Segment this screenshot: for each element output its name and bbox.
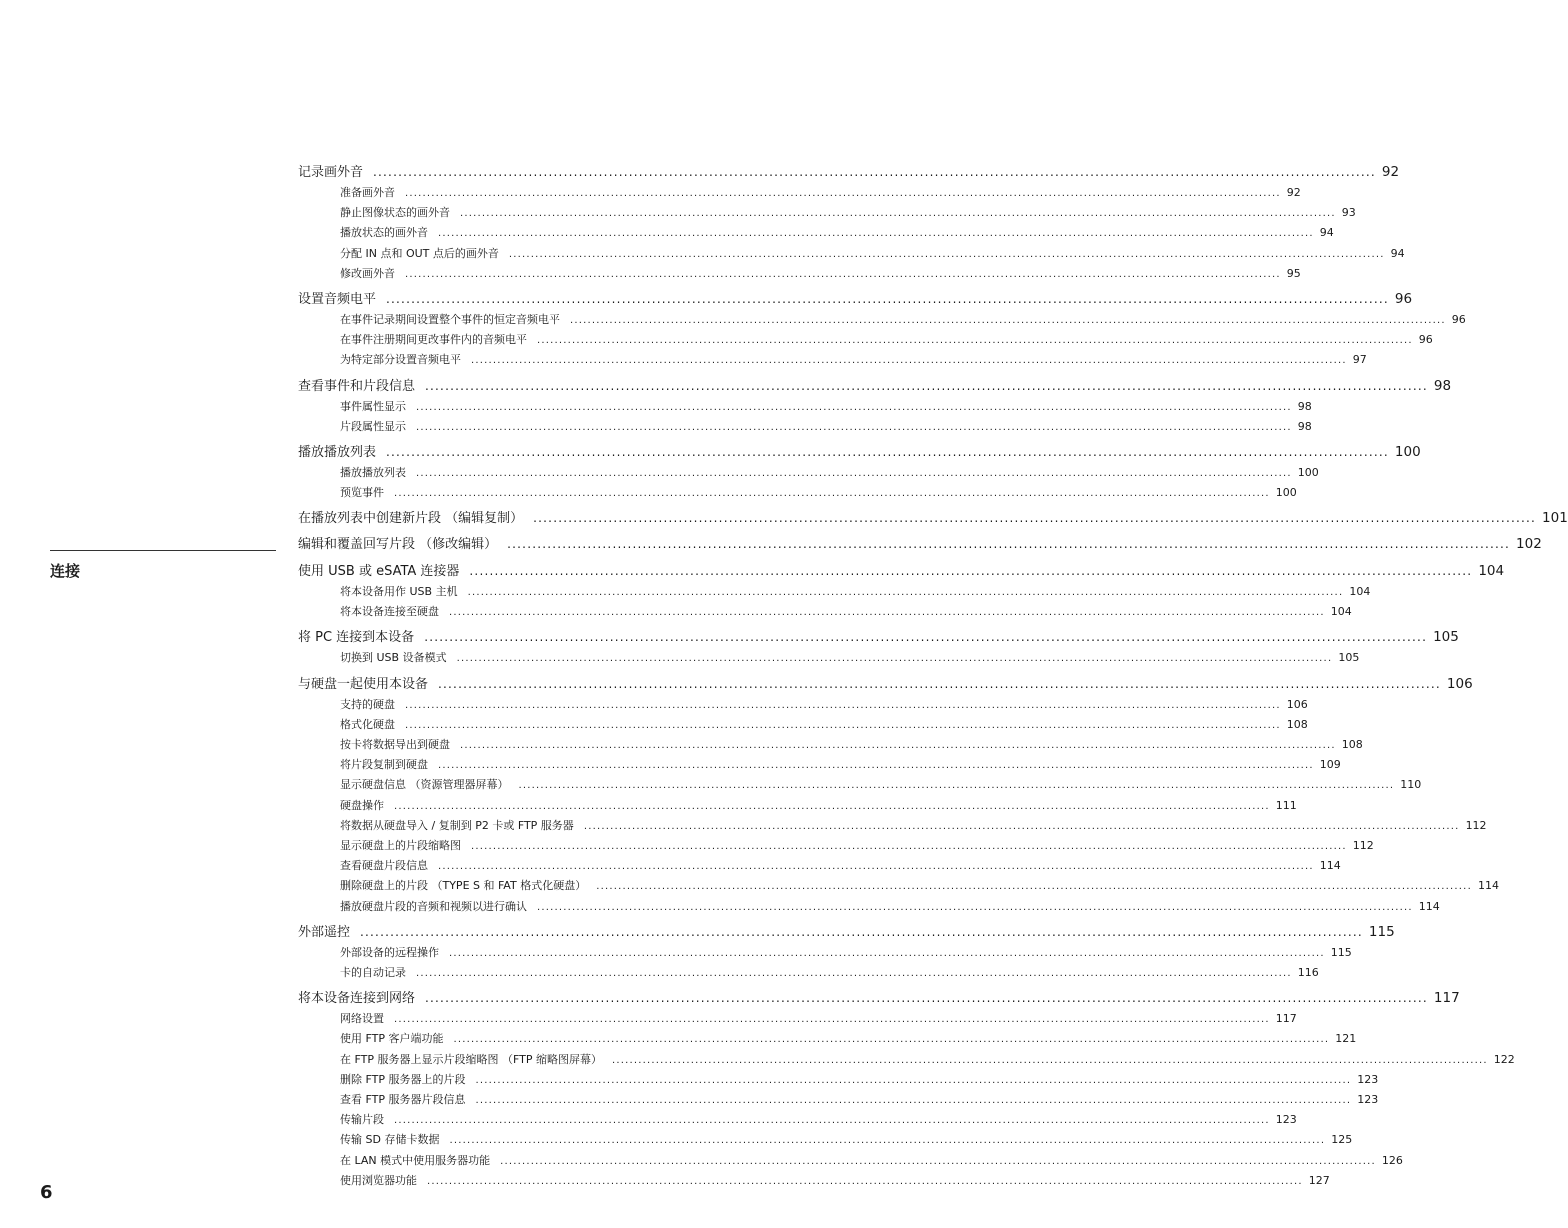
toc-subentry[interactable]	[298, 1171, 1330, 1191]
dot-leader: ........................................................................................................................................................................................................	[386, 292, 1389, 307]
toc-subentry[interactable]	[298, 602, 1352, 622]
toc-entry-title: 为特定部分设置音频电平	[340, 353, 461, 367]
toc-entry-page: 108	[1286, 717, 1308, 731]
toc-subentry[interactable]	[298, 330, 1433, 350]
toc-subentry[interactable]	[298, 397, 1312, 417]
toc-entry-page: 122	[1493, 1052, 1515, 1066]
toc-entry-title: 在 FTP 服务器上显示片段缩略图 （FTP 缩略图屏幕）	[340, 1052, 602, 1066]
toc-entry[interactable]	[298, 508, 1568, 529]
dot-leader: ........................................................................................................................................................................................................	[500, 1155, 1376, 1167]
section-divider	[50, 550, 276, 551]
toc-entry-page: 123	[1275, 1113, 1297, 1127]
toc-entry-page: 104	[1478, 563, 1505, 579]
toc-entry-title: 显示硬盘信息 （资源管理器屏幕）	[340, 778, 509, 792]
toc-entry-page: 127	[1308, 1173, 1330, 1187]
toc-entry[interactable]	[298, 561, 1505, 582]
toc-entry[interactable]	[298, 922, 1395, 943]
toc-entry-page: 125	[1331, 1133, 1353, 1147]
dot-leader: ........................................................................................................................................................................................................	[416, 401, 1292, 413]
dot-leader: ........................................................................................................................................................................................................	[416, 421, 1292, 433]
toc-entry-title: 编辑和覆盖回写片段 （修改编辑）	[298, 537, 498, 553]
dot-leader: ........................................................................................................................................................................................................	[438, 676, 1441, 691]
toc-entry-title: 将本设备连接到网络	[298, 991, 416, 1007]
toc-entry-page: 109	[1319, 758, 1341, 772]
toc-subentry[interactable]	[298, 755, 1341, 775]
dot-leader: ........................................................................................................................................................................................................	[469, 564, 1473, 578]
toc-entry-page: 106	[1446, 675, 1473, 692]
toc-list-part1	[298, 162, 1568, 555]
toc-subentry[interactable]	[298, 463, 1319, 483]
toc-subentry[interactable]	[298, 836, 1374, 856]
toc-entry-title: 卡的自动记录	[340, 966, 406, 980]
toc-subentry[interactable]	[298, 1070, 1379, 1090]
dot-leader: ........................................................................................................................................................................................................	[475, 1074, 1352, 1086]
toc-entry-page: 96	[1451, 313, 1466, 327]
toc-subentry[interactable]	[298, 856, 1341, 876]
dot-leader: ........................................................................................................................................................................................................	[438, 228, 1314, 240]
toc-entry-page: 121	[1335, 1032, 1357, 1046]
dot-leader: ........................................................................................................................................................................................................	[537, 901, 1413, 913]
toc-subentry[interactable]	[298, 1110, 1297, 1130]
toc-entry-page: 100	[1297, 466, 1319, 480]
toc-entry-title: 传输片段	[340, 1113, 384, 1127]
toc-entry-title: 分配 IN 点和 OUT 点后的画外音	[340, 246, 499, 260]
dot-leader: ........................................................................................................................................................................................................	[438, 861, 1314, 873]
dot-leader: ........................................................................................................................................................................................................	[425, 991, 1428, 1006]
dot-leader: ........................................................................................................................................................................................................	[583, 820, 1460, 832]
toc-entry-title: 准备画外音	[340, 186, 395, 199]
toc-entry-page: 96	[1418, 333, 1433, 347]
toc-entry-page: 115	[1330, 945, 1352, 959]
toc-entry-title: 硬盘操作	[340, 798, 384, 812]
toc-subentry[interactable]	[298, 1130, 1353, 1150]
section-label: 连接	[50, 562, 81, 580]
toc-subentry[interactable]	[298, 1029, 1357, 1049]
dot-leader: ........................................................................................................................................................................................................	[508, 248, 1385, 260]
toc-entry-title: 播放状态的画外音	[340, 226, 428, 240]
dot-leader: ........................................................................................................................................................................................................	[427, 1175, 1303, 1187]
toc-subentry[interactable]	[298, 244, 1405, 264]
toc-entry-page: 115	[1368, 923, 1395, 940]
toc-entry-page: 93	[1341, 206, 1356, 220]
toc-entry-title: 事件属性显示	[340, 399, 406, 413]
toc-entry-page: 92	[1381, 164, 1400, 180]
toc-entry-page: 97	[1352, 353, 1367, 367]
toc-entry-title: 在事件记录期间设置整个事件的恒定音频电平	[340, 313, 560, 327]
toc-entry-title: 查看事件和片段信息	[298, 378, 416, 394]
dot-leader: ........................................................................................................................................................................................................	[460, 208, 1336, 220]
dot-leader: ........................................................................................................................................................................................................	[394, 1014, 1270, 1026]
dot-leader: ........................................................................................................................................................................................................	[425, 378, 1428, 393]
toc-subentry[interactable]	[298, 483, 1297, 503]
toc-entry-page: 105	[1433, 629, 1459, 646]
toc-entry-page: 94	[1390, 246, 1405, 260]
toc-entry-title: 在 LAN 模式中使用服务器功能	[340, 1153, 491, 1167]
toc-subentry[interactable]	[298, 695, 1308, 715]
toc-subentry[interactable]	[298, 1009, 1297, 1029]
dot-leader: ........................................................................................................................................................................................................	[373, 165, 1376, 179]
toc-entry-page: 123	[1357, 1072, 1379, 1086]
toc-entry-page: 114	[1418, 899, 1440, 913]
toc-subentry[interactable]	[298, 310, 1466, 330]
toc-entry-title: 删除硬盘上的片段 （TYPE S 和 FAT 格式化硬盘）	[340, 879, 587, 893]
toc-entry-page: 104	[1330, 605, 1352, 619]
toc-entry-page: 112	[1465, 818, 1487, 832]
dot-leader: ........................................................................................................................................................................................................	[518, 780, 1395, 792]
toc-entry-title: 网络设置	[340, 1012, 384, 1026]
toc-entry-page: 116	[1297, 966, 1319, 980]
toc-entry-title: 播放播放列表	[298, 445, 377, 461]
toc-subentry[interactable]	[298, 796, 1297, 816]
dot-leader: ........................................................................................................................................................................................................	[416, 968, 1292, 980]
toc-entry-title: 查看硬盘片段信息	[340, 859, 428, 873]
toc-entry-page: 117	[1275, 1012, 1297, 1026]
toc-entry-title: 预览事件	[340, 486, 384, 500]
toc-entry-title: 将 PC 连接到本设备	[298, 630, 415, 646]
toc-entry[interactable]	[298, 534, 1542, 555]
toc-list-part2	[298, 561, 1515, 1191]
toc-entry-page: 101	[1542, 510, 1568, 527]
toc-entry[interactable]	[298, 442, 1421, 463]
toc-entry[interactable]	[298, 289, 1413, 310]
toc-entry-page: 98	[1297, 399, 1312, 413]
toc-entry-page: 105	[1338, 651, 1360, 665]
toc-entry-title: 记录画外音	[298, 165, 364, 180]
toc-entry-page: 126	[1381, 1153, 1403, 1167]
toc-entry-page: 112	[1352, 839, 1374, 853]
toc-subentry[interactable]	[298, 1050, 1515, 1070]
dot-leader: ........................................................................................................................................................................................................	[405, 719, 1281, 731]
toc-entry-title: 将数据从硬盘导入 / 复制到 P2 卡或 FTP 服务器	[340, 818, 574, 832]
dot-leader: ........................................................................................................................................................................................................	[467, 587, 1344, 598]
toc-entry-title: 修改画外音	[340, 266, 395, 280]
dot-leader: ........................................................................................................................................................................................................	[537, 335, 1413, 347]
toc-entry-title: 使用 FTP 客户端功能	[340, 1032, 444, 1046]
toc-entry-page: 95	[1286, 266, 1301, 280]
toc-entry[interactable]	[298, 674, 1473, 695]
dot-leader: ........................................................................................................................................................................................................	[471, 355, 1347, 367]
toc-entry-title: 删除 FTP 服务器上的片段	[340, 1072, 466, 1086]
toc-entry-title: 将本设备用作 USB 主机	[340, 585, 458, 598]
toc-subentry[interactable]	[298, 1090, 1379, 1110]
toc-subentry[interactable]	[298, 582, 1371, 602]
toc-entry-title: 使用浏览器功能	[340, 1173, 417, 1187]
toc-entry-title: 将本设备连接至硬盘	[340, 605, 439, 619]
toc-entry[interactable]	[298, 162, 1400, 183]
toc-entry[interactable]	[298, 376, 1452, 397]
dot-leader: ........................................................................................................................................................................................................	[570, 315, 1446, 327]
toc-subentry[interactable]	[298, 648, 1360, 668]
toc-subentry[interactable]	[298, 1151, 1403, 1171]
toc-entry-title: 在事件注册期间更改事件内的音频电平	[340, 333, 527, 347]
toc-subentry[interactable]	[298, 876, 1499, 896]
dot-leader: ........................................................................................................................................................................................................	[394, 488, 1270, 500]
toc-entry-page: 92	[1286, 186, 1301, 199]
dot-leader: ........................................................................................................................................................................................................	[456, 653, 1333, 665]
toc-entry-title: 切换到 USB 设备模式	[340, 651, 447, 665]
dot-leader: ........................................................................................................................................................................................................	[416, 468, 1292, 480]
toc-entry-title: 在播放列表中创建新片段 （编辑复制）	[298, 511, 524, 527]
toc-entry[interactable]	[298, 988, 1460, 1009]
toc-entry-page: 117	[1433, 990, 1460, 1007]
toc-subentry[interactable]	[298, 715, 1308, 735]
dot-leader: ........................................................................................................................................................................................................	[394, 800, 1270, 812]
toc-entry-title: 查看 FTP 服务器片段信息	[340, 1093, 466, 1107]
dot-leader: ........................................................................................................................................................................................................	[471, 841, 1347, 853]
toc-entry-page: 98	[1297, 419, 1312, 433]
toc-entry-title: 支持的硬盘	[340, 697, 395, 711]
toc-entry-page: 100	[1275, 486, 1297, 500]
dot-leader: ........................................................................................................................................................................................................	[405, 699, 1281, 711]
toc-entry-page: 94	[1319, 226, 1334, 240]
toc-entry-title: 显示硬盘上的片段缩略图	[340, 839, 461, 853]
toc-entry-title: 片段属性显示	[340, 419, 406, 433]
toc-entry-title: 设置音频电平	[298, 292, 377, 308]
dot-leader: ........................................................................................................................................................................................................	[507, 537, 1511, 552]
toc-entry-page: 114	[1477, 879, 1499, 893]
toc-subentry[interactable]	[298, 816, 1487, 836]
dot-leader: ........................................................................................................................................................................................................	[460, 740, 1336, 752]
dot-leader: ........................................................................................................................................................................................................	[449, 607, 1325, 619]
toc-entry-title: 使用 USB 或 eSATA 连接器	[298, 564, 460, 579]
dot-leader: ........................................................................................................................................................................................................	[424, 630, 1428, 645]
toc-subentry[interactable]	[298, 775, 1422, 795]
dot-leader: ........................................................................................................................................................................................................	[449, 947, 1325, 959]
toc-subentry[interactable]	[298, 183, 1301, 203]
dot-leader: ........................................................................................................................................................................................................	[405, 188, 1281, 199]
toc-entry-page: 104	[1349, 585, 1371, 598]
dot-leader: ........................................................................................................................................................................................................	[394, 1115, 1270, 1127]
toc-entry-page: 106	[1286, 697, 1308, 711]
toc-subentry[interactable]	[298, 264, 1301, 284]
dot-leader: ........................................................................................................................................................................................................	[453, 1034, 1330, 1046]
toc-entry-page: 100	[1394, 444, 1421, 461]
dot-leader: ........................................................................................................................................................................................................	[475, 1095, 1352, 1107]
toc-subentry[interactable]	[298, 417, 1312, 437]
toc-entry-title: 播放硬盘片段的音频和视频以进行确认	[340, 899, 527, 913]
toc-entry-page: 123	[1357, 1093, 1379, 1107]
toc-entry-title: 外部设备的远程操作	[340, 945, 439, 959]
toc-entry-title: 按卡将数据导出到硬盘	[340, 738, 450, 752]
page-number: 6	[40, 1182, 53, 1203]
toc-entry-title: 外部遥控	[298, 924, 351, 940]
toc-subentry[interactable]	[298, 203, 1356, 223]
toc-entry-page: 114	[1319, 859, 1341, 873]
toc-subentry[interactable]	[298, 735, 1363, 755]
dot-leader: ........................................................................................................................................................................................................	[405, 268, 1281, 280]
toc-entry-page: 111	[1275, 798, 1297, 812]
toc-entry-title: 静止图像状态的画外音	[340, 206, 450, 220]
toc-entry-page: 98	[1433, 377, 1452, 394]
toc-entry-page: 96	[1394, 291, 1413, 308]
toc-entry-title: 传输 SD 存储卡数据	[340, 1133, 440, 1147]
toc-entry-title: 格式化硬盘	[340, 717, 395, 731]
toc-entry-page: 108	[1341, 738, 1363, 752]
toc-entry-page: 102	[1516, 536, 1542, 553]
toc-entry-page: 110	[1400, 778, 1422, 792]
toc-entry-title: 播放播放列表	[340, 466, 406, 480]
dot-leader: ........................................................................................................................................................................................................	[596, 881, 1472, 893]
dot-leader: ........................................................................................................................................................................................................	[611, 1054, 1488, 1066]
toc-entry-title: 与硬盘一起使用本设备	[298, 676, 429, 692]
toc-subentry[interactable]	[298, 350, 1367, 370]
dot-leader: ........................................................................................................................................................................................................	[360, 924, 1363, 939]
toc-subentry[interactable]	[298, 963, 1319, 983]
toc-subentry[interactable]	[298, 897, 1440, 917]
toc-subentry[interactable]	[298, 223, 1334, 243]
dot-leader: ........................................................................................................................................................................................................	[449, 1135, 1326, 1147]
toc-entry-title: 将片段复制到硬盘	[340, 758, 428, 772]
toc-entry[interactable]	[298, 627, 1459, 648]
dot-leader: ........................................................................................................................................................................................................	[386, 445, 1389, 460]
dot-leader: ........................................................................................................................................................................................................	[533, 511, 1537, 526]
toc-subentry[interactable]	[298, 943, 1352, 963]
dot-leader: ........................................................................................................................................................................................................	[438, 760, 1314, 772]
